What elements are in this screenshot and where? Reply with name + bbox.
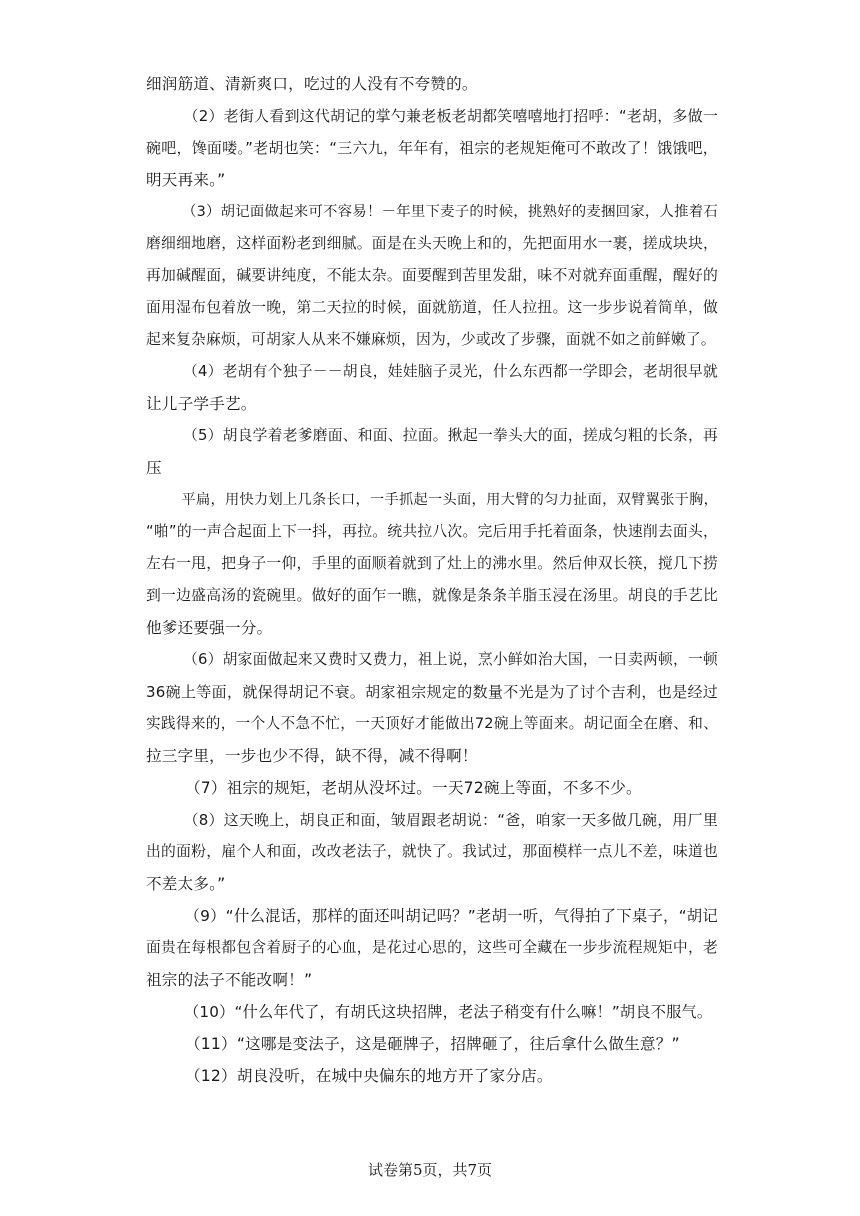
text-line: 实践得来的，一个人不急不忙，一天顶好才能做出72碗上等面来。胡记面全在磨、和、 (146, 715, 718, 732)
text-line: “啪”的一声合起面上下一抖，再拉。统共拉八次。完后用手托着面条，快速削去面头， (146, 523, 718, 540)
text-line: 细润筋道、清新爽口，吃过的人没有不夸赞的。 (146, 75, 478, 93)
text-line: 拉三字里，一步也少不得，缺不得，减不得啊！ (146, 747, 478, 765)
text-line: （10）“什么年代了，有胡氏这块招牌，老法子稍变有什么嘛！”胡良不服气。 (184, 1003, 713, 1021)
text-line: 压 (146, 459, 162, 477)
text-line: （7）祖宗的规矩，老胡从没坏过。一天72碗上等面，不多不少。 (185, 779, 642, 797)
text-line: 祖宗的法子不能改啊！” (146, 971, 313, 989)
paragraph-p10 (146, 996, 718, 1028)
page-footer: 试卷第5页，共7页 (367, 1161, 493, 1179)
text-line: 碗吧，馋面喽。”老胡也笑：“三六九，年年有，祖宗的老规矩俺可不敢改了！饿饿吧， (146, 139, 718, 157)
paragraph-p6 (146, 644, 718, 772)
text-line: 起来复杂麻烦，可胡家人从来不嫌麻烦，因为，少或改了步骤，面就不如之前鲜嫩了。 (146, 331, 716, 348)
text-line: 他爹还要强一分。 (146, 619, 273, 637)
paragraph-p12 (146, 1060, 718, 1092)
text-line: 再加碱醒面，碱要讲纯度，不能太杂。面要醒到苦里发甜，味不对就弃面重醒，醒好的 (146, 267, 718, 284)
paragraph-p8 (146, 804, 718, 900)
text-line: 左右一甩，把身子一仰，手里的面顺着就到了灶上的沸水里。然后伸双长筷，搅几下捞 (146, 555, 718, 572)
text-line: （6）胡家面做起来又费时又费力，祖上说，烹小鲜如治大国，一日卖两顿，一顿 (183, 651, 718, 668)
text-line: 出的面粉，雇个人和面，改改老法子，就快了。我试过，那面模样一点儿不差，味道也 (146, 843, 718, 860)
text-line: （12）胡良没听，在城中央偏东的地方开了家分店。 (185, 1067, 553, 1085)
text-line: （5）胡良学着老爹磨面、和面、拉面。揪起一拳头大的面，搓成匀粗的长条，再 (183, 427, 718, 444)
article-body (146, 68, 718, 1092)
paragraph-p7 (146, 772, 718, 804)
paragraph-p11 (146, 1028, 718, 1060)
text-line: 让儿子学手艺。 (146, 395, 257, 413)
paragraph-p5b (146, 484, 718, 644)
text-line: 面贵在每根都包含着厨子的心血，是花过心思的，这些可全藏在一步步流程规矩中，老 (146, 939, 718, 956)
paragraph-p4 (146, 356, 718, 420)
text-line: （3）胡记面做起来可不容易！－年里下麦子的时候，挑熟好的麦捆回家，人推着石 (182, 204, 718, 220)
paragraph-p3 (146, 196, 718, 356)
paragraph-p9 (146, 900, 718, 996)
text-line: （2）老街人看到这代胡记的掌勺兼老板老胡都笑嘻嘻地打招呼：“老胡，多做一 (183, 107, 719, 125)
paragraph-intro (146, 68, 718, 100)
text-line: 不差太多。” (146, 875, 226, 893)
text-line: 面用湿布包着放一晚，第二天拉的时候，面就筋道，任人拉扭。这一步步说着简单，做 (146, 299, 718, 316)
text-line: （4）老胡有个独子－－胡良，娃娃脑子灵光，什么东西都一学即会，老胡很早就 (183, 363, 718, 380)
text-line: 到一边盛高汤的瓷碗里。做好的面乍一瞧，就像是条条羊脂玉浸在汤里。胡良的手艺比 (146, 587, 718, 604)
text-line: （9）“什么混话，那样的面还叫胡记吗？”老胡一听，气得拍了下桌子，“胡记 (184, 907, 718, 925)
text-line: 明天再来。” (146, 171, 226, 189)
text-line: 平扁，用快力划上几条长口，一手抓起一头面，用大臂的匀力扯面，双臂翼张于胸， (181, 492, 718, 508)
text-line: （8）这天晚上，胡良正和面，皱眉跟老胡说：“爸，咱家一天多做几碗，用厂里 (183, 811, 719, 829)
paragraph-p5 (146, 420, 718, 484)
text-line: （11）“这哪是变法子，这是砸牌子，招牌砸了，往后拿什么做生意？” (185, 1035, 680, 1053)
paragraph-p2 (146, 100, 718, 196)
text-line: 磨细细地磨，这样面粉老到细腻。面是在头天晚上和的，先把面用水一裹，搓成块块， (146, 235, 718, 252)
text-line: 36碗上等面，就保得胡记不衰。胡家祖宗规定的数量不光是为了讨个吉利，也是经过 (146, 683, 718, 701)
